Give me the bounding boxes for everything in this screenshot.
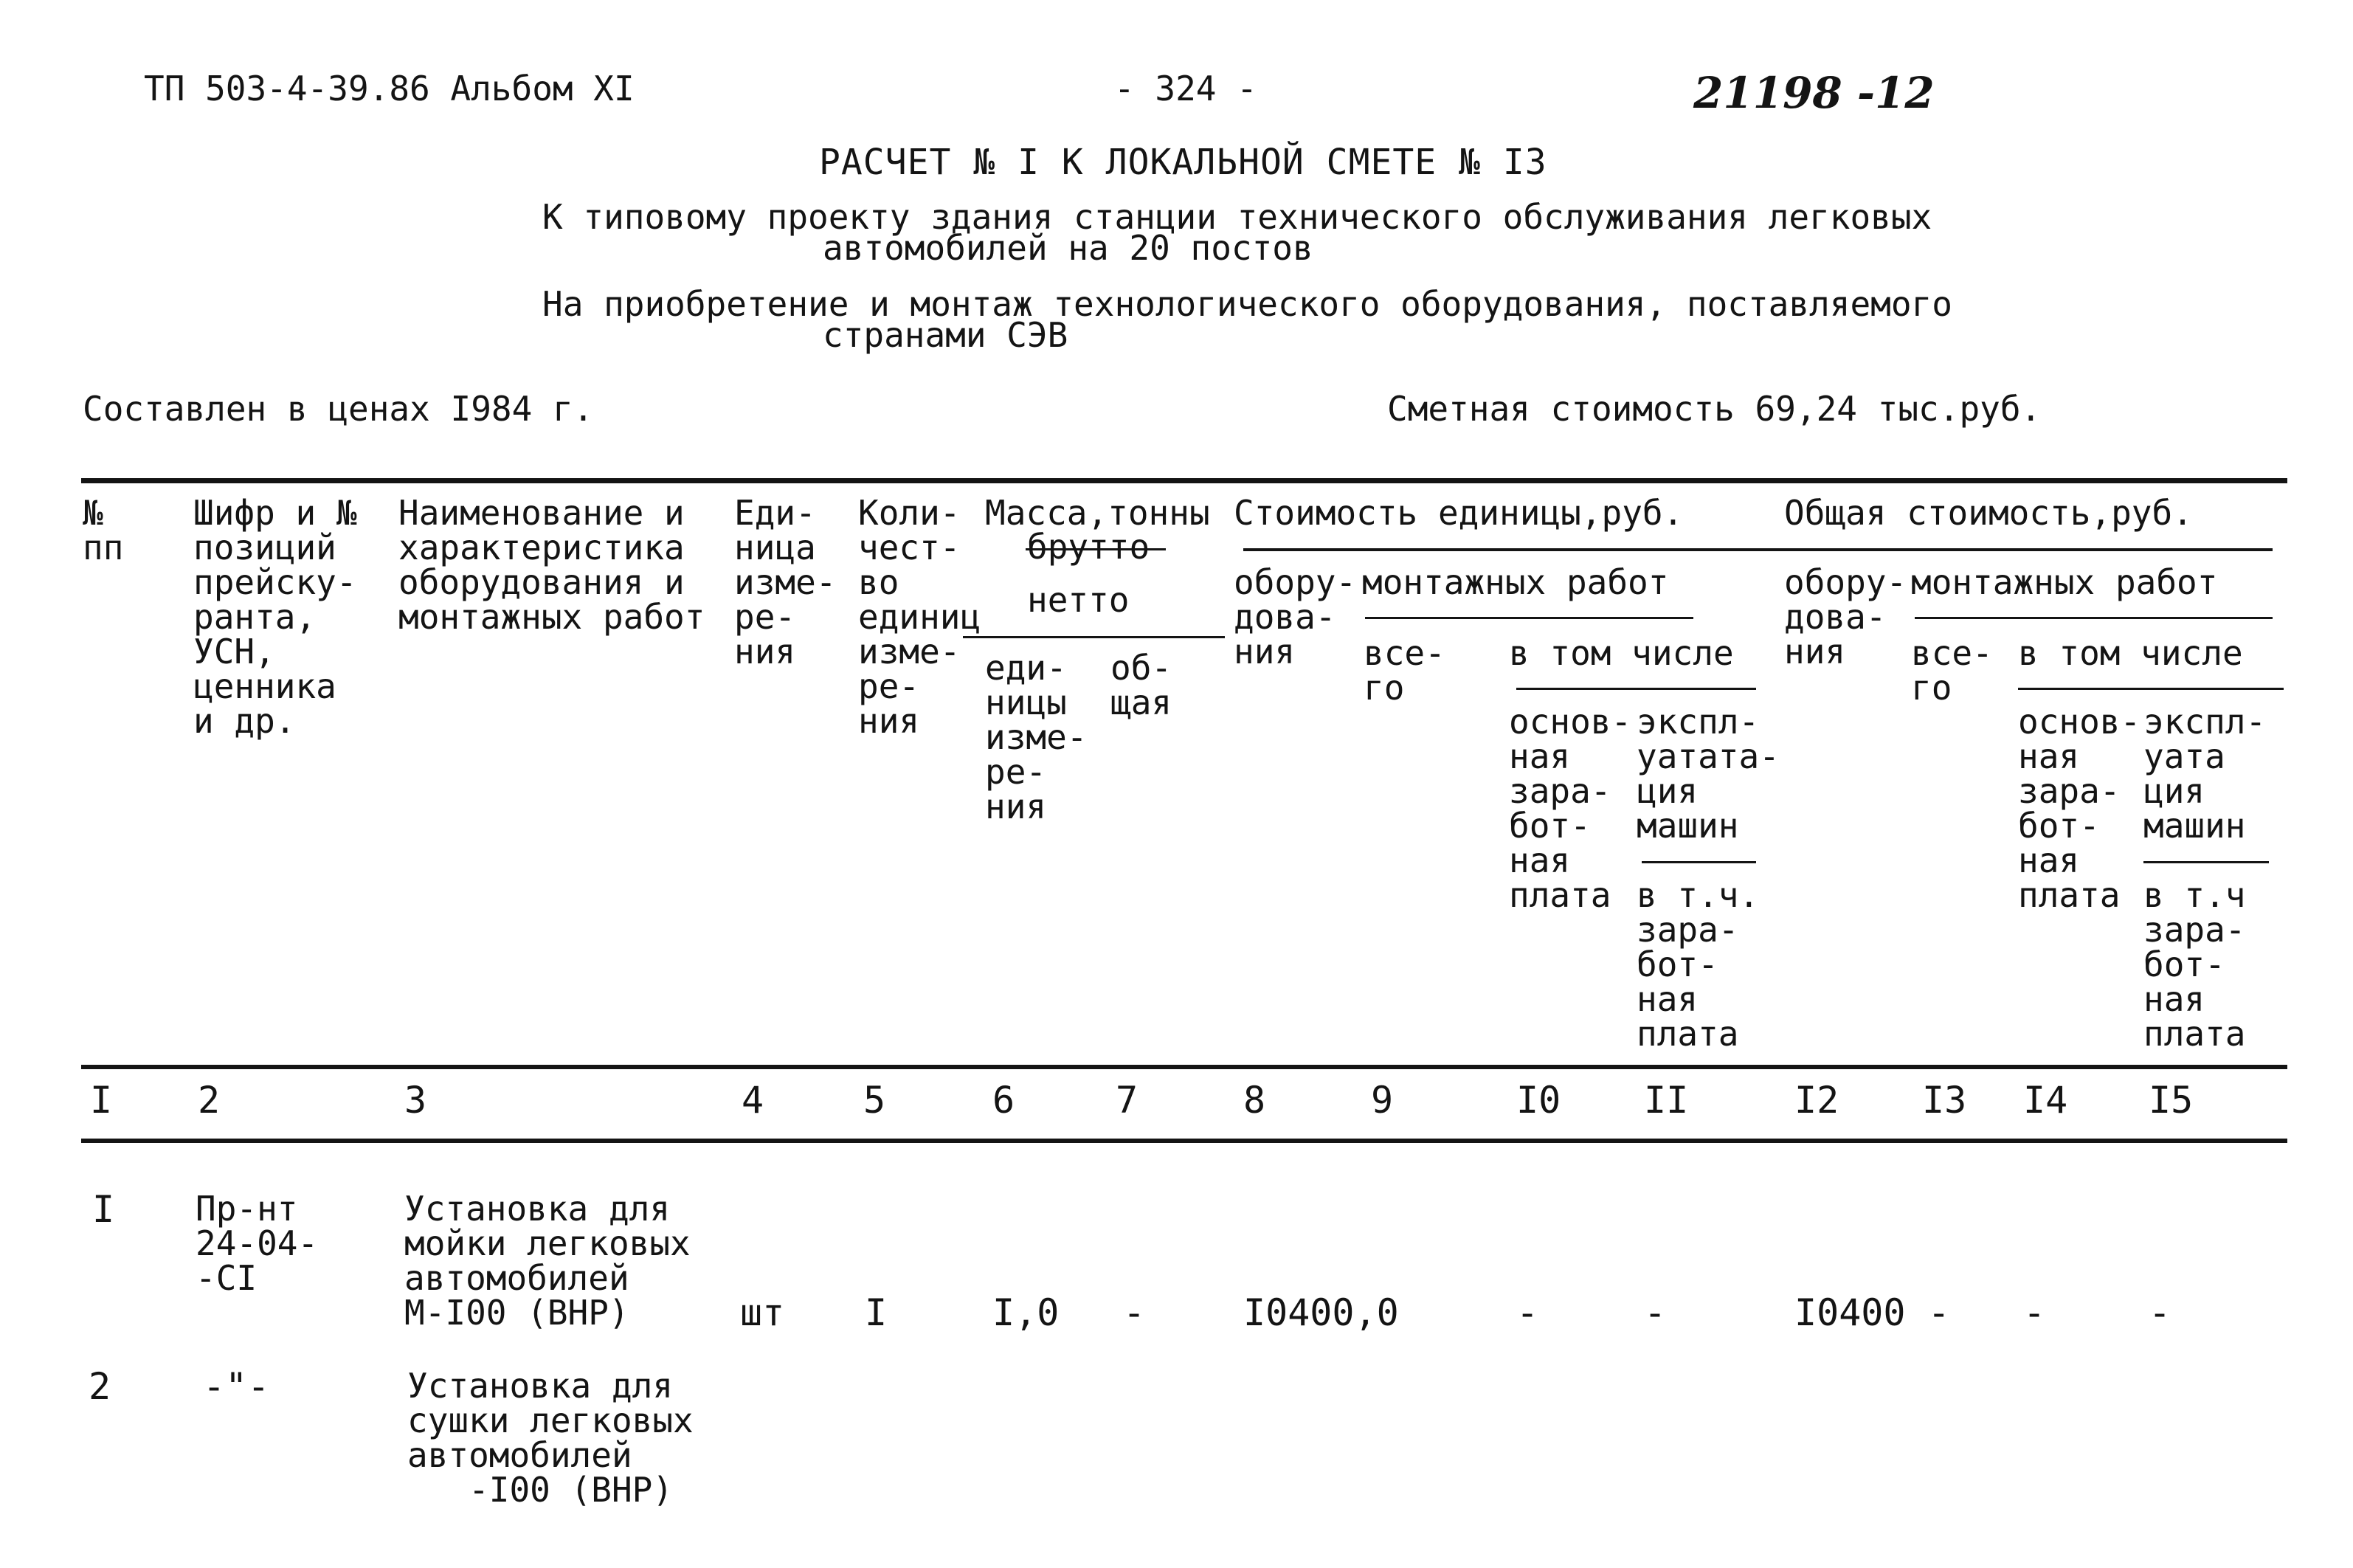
col-num-11: II <box>1644 1079 1689 1122</box>
page-number: - 324 - <box>1114 69 1257 108</box>
row2-number: 2 <box>89 1365 111 1408</box>
col-num-5: 5 <box>863 1079 886 1122</box>
prices-year: Составлен в ценах I984 г. <box>83 389 594 429</box>
total-including-rule <box>2018 688 2284 690</box>
header-unit-base-salary: основ- ная зара- бот- ная плата <box>1509 702 1632 915</box>
header-mass-group: Масса,тонны <box>985 493 1210 533</box>
col-num-8: 8 <box>1243 1079 1266 1122</box>
document-reference: ТП 503-4-39.86 Альбом XI <box>144 69 635 108</box>
header-total-including: в том числе <box>2018 633 2243 673</box>
header-total-machine-operation: экспл- уата ция машин <box>2143 702 2267 846</box>
unit-machine-rule <box>1642 861 1756 863</box>
row1-mass-unit: I,0 <box>992 1291 1060 1334</box>
mass-sub-rule <box>963 636 1225 638</box>
unit-installation-rule <box>1365 617 1693 619</box>
header-unit: Еди- ница изме- ре- ния <box>734 493 837 671</box>
col-num-9: 9 <box>1371 1079 1394 1122</box>
col-num-3: 3 <box>404 1079 427 1122</box>
row1-unit-machine: - <box>1644 1291 1667 1334</box>
total-installation-rule <box>1915 617 2273 619</box>
header-unit-installation: монтажных работ <box>1362 562 1669 602</box>
header-price-code: Шифр и № позиций прейску- ранта, УСН, ценника и др. <box>193 493 357 741</box>
purpose-subtitle-line1: На приобретение и монтаж технологического оборудования, поставляемого <box>542 284 1952 324</box>
calculation-title: РАСЧЕТ № I К ЛОКАЛЬНОЙ СМЕТЕ № I3 <box>819 142 1547 183</box>
row1-total-machine: - <box>2149 1291 2171 1334</box>
col-num-14: I4 <box>2023 1079 2068 1122</box>
row1-number: I <box>92 1188 115 1231</box>
row1-unit-equipment: I0400,0 <box>1243 1291 1399 1334</box>
row1-quantity: I <box>865 1291 888 1334</box>
header-total-installation: монтажных работ <box>1911 562 2218 602</box>
header-unit-machine-operation: экспл- уатата- ция машин <box>1637 702 1780 846</box>
header-mass-brutto: брутто <box>1027 527 1150 567</box>
header-unit-total: все- го <box>1364 633 1445 708</box>
header-total-incl-salary: в т.ч зара- бот- ная плата <box>2143 875 2246 1054</box>
header-unit-including: в том числе <box>1509 633 1734 673</box>
row1-code: Пр-нт 24-04- -СI <box>196 1189 319 1298</box>
header-mass-total: об- щая <box>1110 648 1172 722</box>
col-num-15: I5 <box>2149 1079 2194 1122</box>
header-quantity: Коли- чест- во единиц изме- ре- ния <box>858 493 981 741</box>
estimated-cost: Сметная стоимость 69,24 тыс.руб. <box>1387 389 2042 429</box>
col-num-2: 2 <box>198 1079 221 1122</box>
col-num-1: I <box>90 1079 113 1122</box>
row1-unit: шт <box>740 1291 785 1334</box>
header-unit-cost-group: Стоимость единицы,руб. <box>1234 493 1684 533</box>
col-num-7: 7 <box>1116 1079 1139 1122</box>
project-subtitle-line2: автомобилей на 20 постов <box>823 228 1313 268</box>
project-subtitle-line1: К типовому проекту здания станции технического обслуживания легковых <box>542 197 1932 237</box>
header-row-number: № пп <box>83 493 124 567</box>
row1-total-base-salary: - <box>2023 1291 2046 1334</box>
row1-total-equipment: I0400 - <box>1794 1291 1950 1334</box>
header-mass-netto: нетто <box>1027 580 1130 620</box>
col-num-12: I2 <box>1794 1079 1839 1122</box>
header-total-base-salary: основ- ная зара- бот- ная плата <box>2018 702 2141 915</box>
header-total-total: все- го <box>1911 633 1993 708</box>
header-total-equipment: обору- дова- ния <box>1784 562 1907 671</box>
header-unit-incl-salary: в т.ч. зара- бот- ная плата <box>1637 875 1760 1054</box>
row1-mass-total: - <box>1123 1291 1146 1334</box>
cost-group-rule <box>1243 548 2273 551</box>
col-num-6: 6 <box>992 1079 1015 1122</box>
header-mass-unit: еди- ницы изме- ре- ния <box>985 648 1088 826</box>
header-total-cost-group: Общая стоимость,руб. <box>1784 493 2193 533</box>
row2-name: Установка для сушки легковых автомобилей -I00 (ВНР) <box>407 1366 694 1510</box>
header-bottom-rule <box>81 1065 2287 1069</box>
header-name: Наименование и характеристика оборудования и монтажных работ <box>398 493 705 637</box>
col-num-4: 4 <box>742 1079 764 1122</box>
row1-name: Установка для мойки легковых автомобилей М-I00 (ВНР) <box>404 1189 691 1333</box>
handwritten-code: 21198 -12 <box>1693 68 1935 118</box>
column-numbers-rule <box>81 1139 2287 1143</box>
col-num-10: I0 <box>1516 1079 1561 1122</box>
purpose-subtitle-line2: странами СЭВ <box>823 315 1068 355</box>
unit-including-rule <box>1516 688 1756 690</box>
header-unit-equipment: обору- дова- ния <box>1234 562 1357 671</box>
table-top-rule <box>81 478 2287 483</box>
col-num-13: I3 <box>1922 1079 1967 1122</box>
total-machine-rule <box>2143 861 2269 863</box>
row2-code: -"- <box>203 1365 270 1408</box>
row1-unit-base-salary: - <box>1516 1291 1539 1334</box>
